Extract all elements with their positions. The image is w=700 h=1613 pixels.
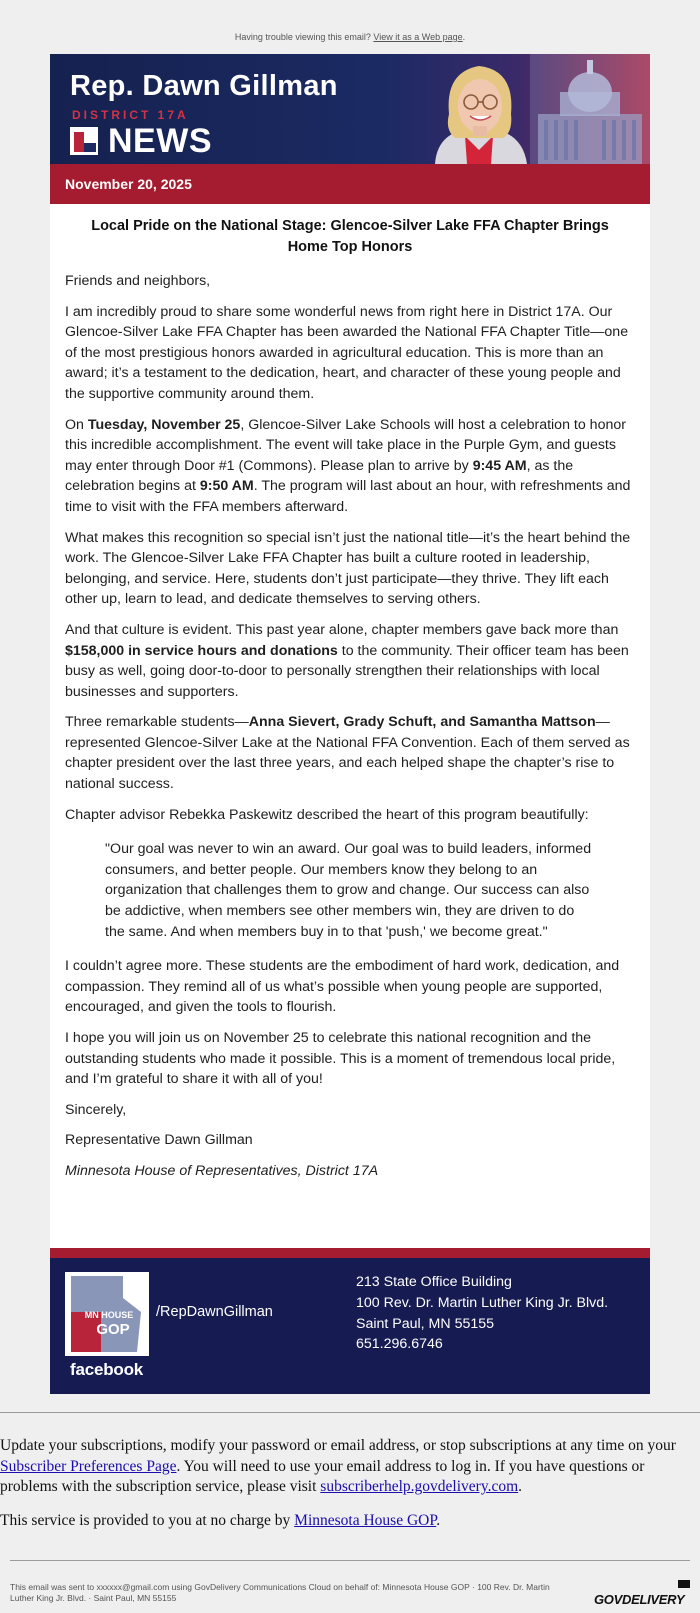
subscription-text: Update your subscriptions, modify your password or email address, or stop subscriptions at any time on your Subscriber Preferences Page. You will need to use your email address to log in. If you have questions or problems with the subscription service, please visit subscriberhelp.govdelivery.com. xyxy=(0,1437,676,1496)
govdelivery-logo[interactable]: GOVDELIVERY xyxy=(594,1592,685,1607)
capitol-building-image xyxy=(530,54,650,164)
facebook-handle-link[interactable]: /RepDawnGillman xyxy=(156,1304,273,1320)
view-web-page-link[interactable]: View it as a Web page xyxy=(373,32,463,42)
divider-bottom xyxy=(10,1560,690,1561)
greeting: Friends and neighbors, xyxy=(65,273,211,289)
svg-text:MN HOUSE: MN HOUSE xyxy=(84,1310,134,1320)
minnesota-house-gop-link[interactable]: Minnesota House GOP xyxy=(294,1512,437,1530)
address-line-3: Saint Paul, MN 55155 xyxy=(356,1315,495,1332)
paragraph-agree: I couldn’t agree more. These students are the embodiment of hard work, dedication, and compassion. They remind all of us what’s possible when young people are supported, encouraged, and given the tools to flourish. xyxy=(65,958,620,1016)
subscription-notice xyxy=(0,1436,700,1545)
paragraph-students: Three remarkable students—Anna Sievert, Grady Schuft, and Samantha Mattson—represented Glencoe-Silver Lake at the National FFA Convention. Each of them served as chapter president over the last three years, and each helped shape the chapter’s rise to national success. xyxy=(65,714,630,793)
paragraph-event: On Tuesday, November 25, Glencoe-Silver Lake Schools will host a celebration to honor this incredible accomplishment. The event will take place in the Purple Gym, and guests may enter through Door #1 (Commons). Please plan to arrive by 9:45 AM, as the celebration begins at 9:50 AM. The program will last about an hour, with refreshments and time to visit with the FFA members afterward. xyxy=(65,416,631,515)
banner-news: NEWS xyxy=(108,122,212,160)
advisor-quote: "Our goal was never to win an award. Our goal was to build leaders, informed consumers, and better people. Our members know they belong to an organization that challenges them to grow and change. Our success can also be addictive, when members see other members win, they are driven to do the same. And when members buy in to that 'push,' we become great." xyxy=(105,841,592,940)
banner-name: Rep. Dawn Gillman xyxy=(70,70,338,102)
closing: Sincerely, xyxy=(65,1101,127,1118)
header-banner xyxy=(50,54,650,164)
envelope-icon xyxy=(678,1580,690,1588)
legal-notice: This email was sent to xxxxxx@gmail.com using GovDelivery Communications Cloud on behalf of: Minnesota House GOP · 100 Rev. Dr. Martin Luther King Jr. Blvd. · Saint Paul, MN 55155 xyxy=(10,1582,550,1603)
house-gop-mini-logo xyxy=(70,127,98,155)
article-headline: Local Pride on the National Stage: Glencoe-Silver Lake FFA Chapter Brings Home Top Honors xyxy=(91,218,609,255)
contact-footer xyxy=(50,1248,650,1394)
address-line-1: 213 State Office Building xyxy=(356,1274,512,1290)
paragraph-advisor: Chapter advisor Rebekka Paskewitz described the heart of this program beautifully: xyxy=(65,806,589,823)
portrait-photo xyxy=(415,54,545,164)
trouble-text: Having trouble viewing this email? xyxy=(234,32,371,42)
article-body xyxy=(50,204,650,1248)
phone-number: 651.296.6746 xyxy=(356,1336,443,1353)
date-bar xyxy=(50,164,650,204)
paragraph-culture: What makes this recognition so special isn’t just the national title—it’s the heart behind the work. The Glencoe-Silver Lake FFA Chapter has built a culture rooted in leadership, belonging, and service. Here, students don’t just participate—they thrive. They lift each other up, learn to lead, and dedicate themselves to serving others. xyxy=(65,529,631,608)
office-address xyxy=(356,1272,608,1355)
mn-house-gop-logo[interactable] xyxy=(65,1272,149,1356)
banner-district: DISTRICT 17A xyxy=(72,108,189,122)
paragraph-award: I am incredibly proud to share some wonderful news from right here in District 17A. Our Glencoe-Silver Lake FFA Chapter has been awarded the National FFA Chapter Title—one of the most prestigious honors awarded in agricultural education. This is more than an award; it’s a testament to the dedication, heart, and character of these young people and the supportive community around them. xyxy=(65,303,629,402)
svg-text:GOP: GOP xyxy=(96,1321,130,1338)
subscriber-preferences-link[interactable]: Subscriber Preferences Page xyxy=(0,1457,177,1475)
subscriber-help-link[interactable]: subscriberhelp.govdelivery.com xyxy=(320,1478,519,1496)
address-line-2: 100 Rev. Dr. Martin Luther King Jr. Blvd. xyxy=(356,1294,609,1311)
facebook-label[interactable]: facebook xyxy=(70,1360,144,1379)
signature-title: Minnesota House of Representatives, District 17A xyxy=(65,1162,379,1179)
issue-date: November 20, 2025 xyxy=(65,176,192,192)
paragraph-invite: I hope you will join us on November 25 to celebrate this national recognition and the outstanding students who made it possible. This is a moment of tremendous local pride, and I’m grateful to share it with all of you! xyxy=(65,1030,616,1088)
paragraph-service: And that culture is evident. This past year alone, chapter members gave back more than $158,000 in service hours and donations to the community. Their officer team has been busy as well, going door-to-door to personally strengthen their relationships with local businesses and supporters. xyxy=(65,621,629,700)
signature: Representative Dawn Gillman xyxy=(65,1132,253,1149)
preheader: Having trouble viewing this email? View it as a Web page. xyxy=(234,32,466,42)
divider xyxy=(0,1412,700,1413)
service-text: This service is provided to you at no charge by Minnesota House GOP. xyxy=(0,1512,441,1530)
